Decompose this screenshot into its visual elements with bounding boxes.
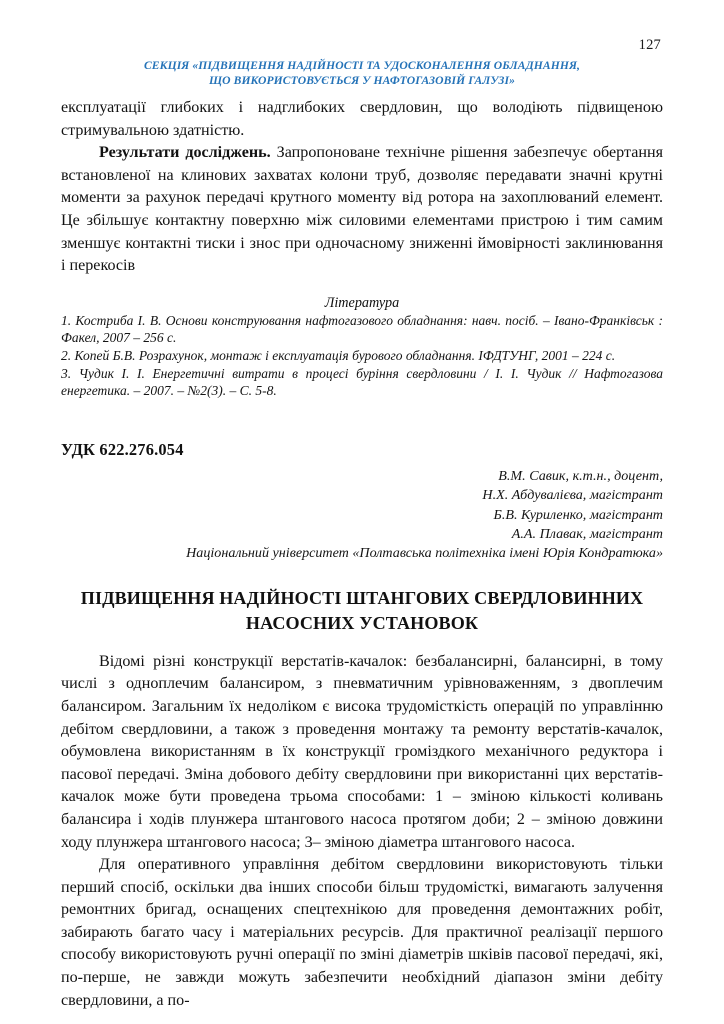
article-title-line-2: НАСОСНИХ УСТАНОВОК: [245, 612, 479, 633]
page-number: 127: [638, 37, 661, 53]
results-paragraph: [61, 142, 663, 278]
reference-item: 1. Костриба І. В. Основи конструювання нафтогазового обладнання: навч. посіб. – Івано-Франківськ : Факел, 2007 – 256 с.: [61, 312, 663, 346]
running-head: [61, 59, 663, 88]
udk-code: УДК 622.276.054: [61, 439, 184, 459]
article-paragraph: Для оперативного управління дебітом свердловини використовують тільки перший спосіб, оскільки два інших способи більш трудомісткі, вимагають залучення ремонтних бригад, оснащених спецтехнікою для проведення демонтажних робіт, забирають багато часу і матеріальних ресурсів. Для практичної реалізації першого способу використовують ручні операції по зміні діаметрів шківів пасової передачі, які, по-перше, не завжди можуть забезпечити необхідний діапазон зміни дебіту свердловини, а по-: [61, 856, 663, 1009]
continued-paragraph: експлуатації глибоких і надглибоких свердловин, що володіють підвищеною стримувальною здатністю.: [61, 99, 663, 139]
reference-item: 3. Чудик І. І. Енергетичні витрати в процесі буріння свердловини / І. І. Чудик // Нафтогазова енергетика. – 2007. – №2(3). – С. 5-8.: [61, 365, 663, 399]
running-head-line-1: СЕКЦІЯ «ПІДВИЩЕННЯ НАДІЙНОСТІ ТА УДОСКОНАЛЕННЯ ОБЛАДНАННЯ,: [143, 59, 581, 72]
author-name: А.А. Плавак, магістрант: [511, 525, 663, 542]
author-name: Б.В. Куриленко, магістрант: [493, 506, 663, 523]
article-title: [61, 586, 663, 636]
article-title-line-1: ПІДВИЩЕННЯ НАДІЙНОСТІ ШТАНГОВИХ СВЕРДЛОВИННИХ: [80, 587, 644, 608]
running-head-line-2: ЩО ВИКОРИСТОВУЄТЬСЯ У НАФТОГАЗОВІЙ ГАЛУЗІ»: [208, 73, 516, 87]
reference-item: 2. Копей Б.В. Розрахунок, монтаж і експлуатація бурового обладнання. ІФДТУНГ, 2001 – 224 с.: [61, 347, 616, 363]
author-block: [61, 467, 663, 564]
references-heading: Література: [324, 294, 400, 311]
affiliation: Національний університет «Полтавська політехніка імені Юрія Кондратюка»: [186, 545, 663, 562]
author-name: В.М. Савик, к.т.н., доцент,: [498, 467, 663, 484]
author-name: Н.Х. Абдувалієва, магістрант: [482, 487, 663, 504]
results-text: Запропоноване технічне рішення забезпечує обертання встановленої на клинових захватах колони труб, дозволяє передавати значні крутні моменти за рахунок передачі крутного моменту від ротора на захоплюваний елемент. Це збільшує контактну поверхню між силовими елементами пристрою і тим самим зменшує контактні тиски і знос при одночасному зниженні ймовірності заклинювання і перекосів: [61, 144, 663, 275]
article-body: [61, 651, 663, 1013]
article-paragraph: Відомі різні конструкції верстатів-качалок: безбалансирні, балансирні, в тому числі з одноплечим балансиром, з пневматичним урівноваженням, з двоплечим балансиром. Загальним їх недоліком є висока трудомісткість операцій по управлінню дебітом свердловини, а також з проведення монтажу та ремонту верстатів-качалок, обумовлена використанням в їх конструкції громіздкого механічного редуктора і пасової передачі. Зміна добового дебіту свердловини при використанні цих верстатів-качалок може бути проведена трьома способами: 1 – зміною кількості коливань балансира і ходів плунжера штангового насоса протягом доби; 2 – зміною довжини ходу плунжера штангового насоса; 3– зміною діаметра штангового насоса.: [61, 652, 663, 851]
results-label: Результати досліджень.: [99, 144, 271, 162]
